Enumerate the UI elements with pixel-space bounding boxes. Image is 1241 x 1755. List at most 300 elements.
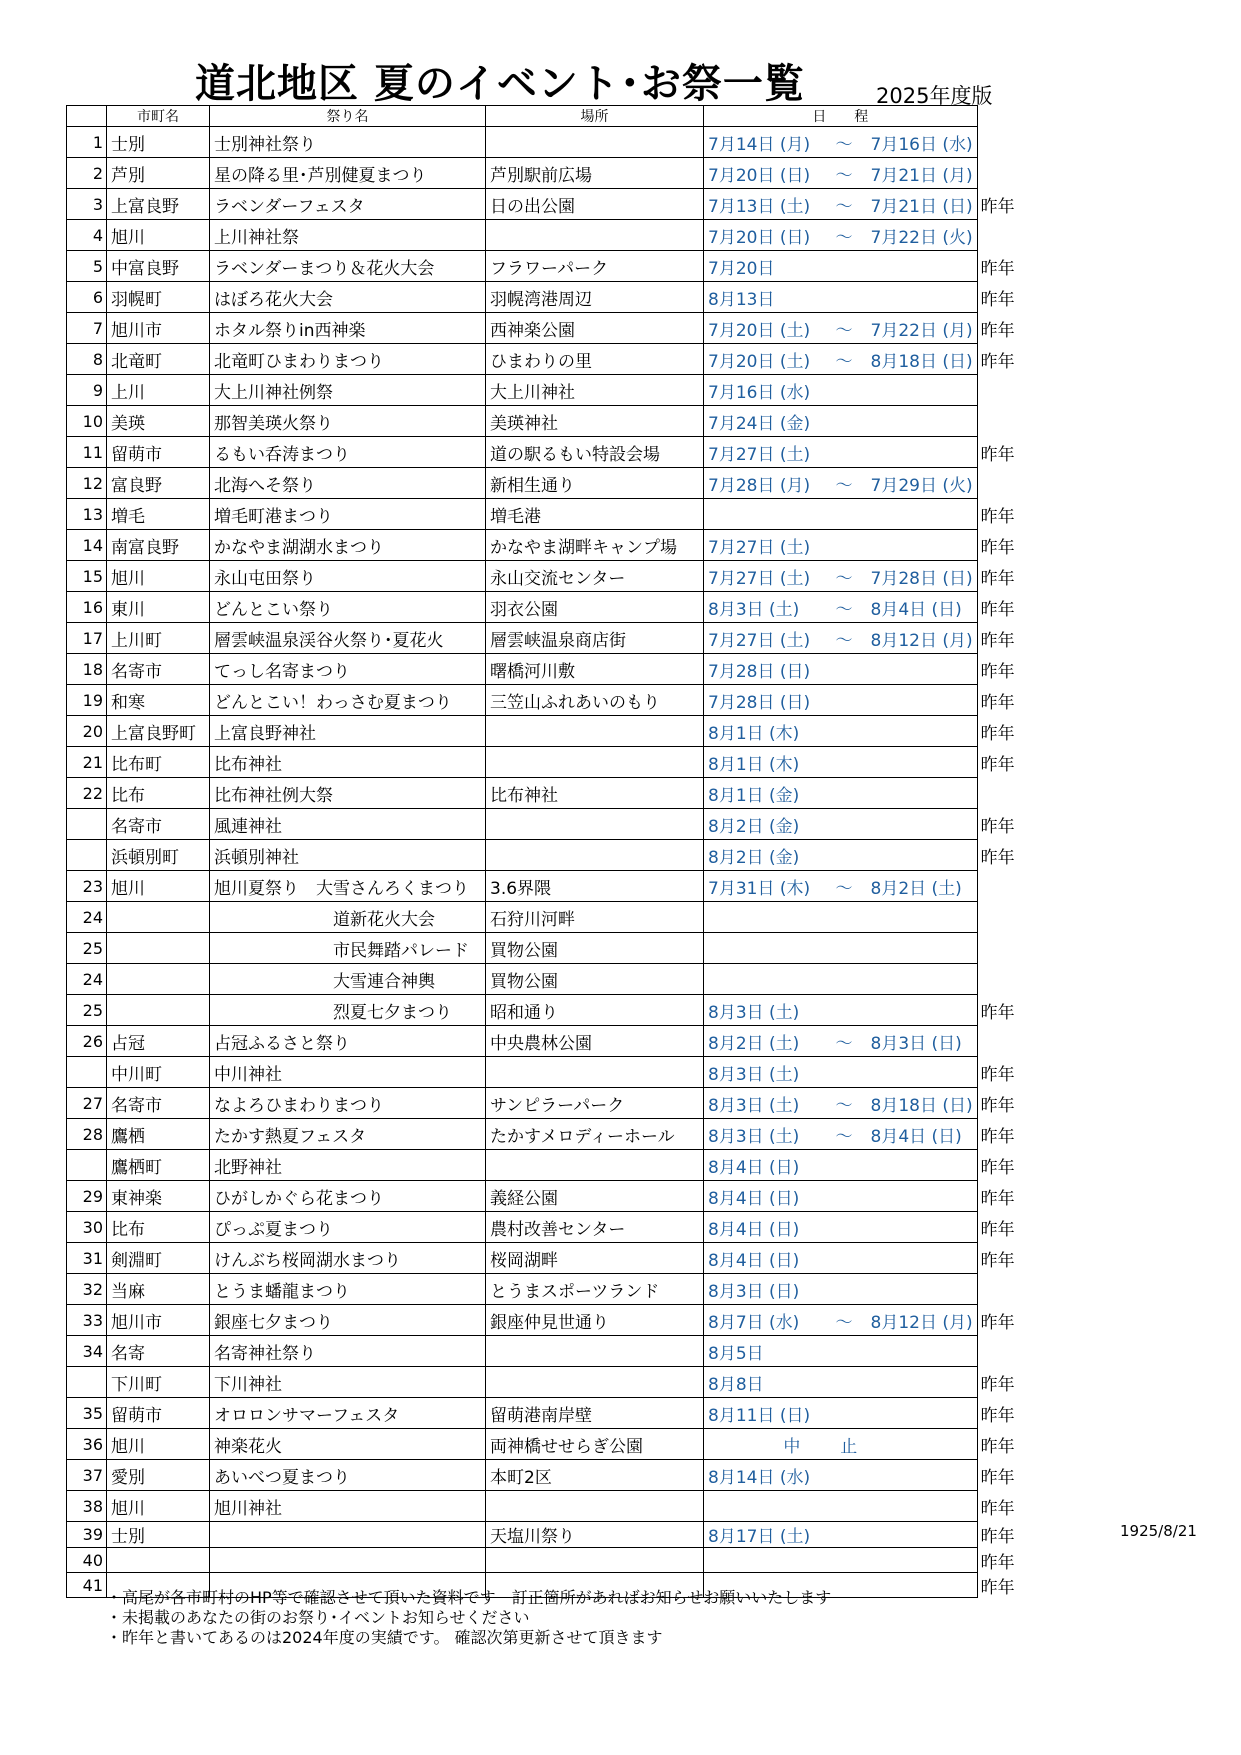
place-cell: たかすメロディーホール (486, 1119, 704, 1150)
row-number: 7 (67, 313, 107, 344)
festival-name-cell: ラベンダーまつり＆花火大会 (210, 251, 486, 282)
table-row (67, 902, 1038, 933)
row-number: 22 (67, 778, 107, 809)
municipality-cell (107, 902, 210, 933)
end-date-cell (867, 1243, 978, 1274)
row-number: 23 (67, 871, 107, 902)
municipality-cell: 中富良野 (107, 251, 210, 282)
start-date-cell: 7月20日 (土) (704, 344, 822, 375)
end-date-cell (867, 1367, 978, 1398)
municipality-cell: 和寒 (107, 685, 210, 716)
municipality-cell (107, 1548, 210, 1573)
table-row (67, 840, 1038, 871)
range-tilde (822, 654, 867, 685)
end-date-cell: 8月2日 (土) (867, 871, 978, 902)
place-cell: 永山交流センター (486, 561, 704, 592)
row-number: 1 (67, 127, 107, 158)
table-row (67, 1336, 1038, 1367)
end-date-cell (867, 1573, 978, 1598)
table-row (67, 251, 1038, 282)
table-row (67, 530, 1038, 561)
range-tilde (822, 1243, 867, 1274)
table-row (67, 995, 1038, 1026)
place-cell: 曙橋河川敷 (486, 654, 704, 685)
municipality-cell: 芦別 (107, 158, 210, 189)
last-year-note: 昨年 (980, 1436, 1015, 1457)
municipality-cell: 旭川 (107, 1429, 210, 1460)
table-row (67, 1274, 1038, 1305)
range-tilde (822, 933, 867, 964)
note-line: ・高尾が各市町村のHP等で確認させて頂いた資料です 訂正箇所があればお知らせお願いいたします (106, 1588, 832, 1607)
range-tilde (822, 995, 867, 1026)
last-year-note: 昨年 (980, 1250, 1015, 1271)
table-row (67, 809, 1038, 840)
municipality-cell: 旭川 (107, 561, 210, 592)
row-number: 18 (67, 654, 107, 685)
row-number: 14 (67, 530, 107, 561)
range-tilde (822, 282, 867, 313)
end-date-cell (867, 685, 978, 716)
end-date-cell (867, 251, 978, 282)
start-date-cell: 7月27日 (土) (704, 530, 822, 561)
festival-name-cell: 占冠ふるさと祭り (210, 1026, 486, 1057)
last-year-note: 昨年 (980, 1095, 1015, 1116)
row-number: 34 (67, 1336, 107, 1367)
start-date-cell: 8月3日 (日) (704, 1274, 822, 1305)
table-row (67, 1460, 1038, 1491)
festival-name-cell: 大雪連合神輿 (210, 964, 486, 995)
festival-name-cell: とうま蟠龍まつり (210, 1274, 486, 1305)
municipality-cell: 鷹栖町 (107, 1150, 210, 1181)
table-header-row (67, 106, 1038, 127)
note-line: ・未掲載のあなたの街のお祭り･イベントお知らせください (106, 1608, 530, 1627)
start-date-cell: 8月17日 (土) (704, 1522, 822, 1548)
row-number: 2 (67, 158, 107, 189)
last-year-note (977, 158, 1037, 189)
start-date-cell: 8月3日 (土) (704, 592, 822, 623)
festival-name-cell: 比布神社 (210, 747, 486, 778)
header-place: 場所 (486, 106, 704, 127)
header-festival: 祭り名 (210, 106, 486, 127)
end-date-cell (867, 964, 978, 995)
last-year-note: 昨年 (980, 1219, 1015, 1240)
end-date-cell (867, 747, 978, 778)
range-tilde: 〜 (822, 158, 867, 189)
municipality-cell: 当麻 (107, 1274, 210, 1305)
last-year-note (977, 127, 1037, 158)
last-year-note: 昨年 (980, 444, 1015, 465)
table-row (67, 1548, 1038, 1573)
place-cell (486, 1491, 704, 1522)
range-tilde (822, 840, 867, 871)
row-number: 31 (67, 1243, 107, 1274)
municipality-cell: 南富良野 (107, 530, 210, 561)
place-cell: 石狩川河畔 (486, 902, 704, 933)
last-year-note: 昨年 (980, 1312, 1015, 1333)
start-date-cell: 8月1日 (木) (704, 747, 822, 778)
row-number: 36 (67, 1429, 107, 1460)
last-year-note (977, 220, 1037, 251)
start-date-cell: 8月4日 (日) (704, 1181, 822, 1212)
last-year-note (977, 375, 1037, 406)
table-row (67, 1367, 1038, 1398)
municipality-cell: 北竜町 (107, 344, 210, 375)
festival-name-cell: どんとこい！わっさむ夏まつり (210, 685, 486, 716)
place-cell: とうまスポーツランド (486, 1274, 704, 1305)
range-tilde: 〜 (822, 189, 867, 220)
municipality-cell: 美瑛 (107, 406, 210, 437)
range-tilde (822, 1150, 867, 1181)
table-row (67, 406, 1038, 437)
row-number: 3 (67, 189, 107, 220)
municipality-cell (107, 964, 210, 995)
municipality-cell: 下川町 (107, 1367, 210, 1398)
festival-name-cell: 増毛町港まつり (210, 499, 486, 530)
row-number: 20 (67, 716, 107, 747)
place-cell: サンピラーパーク (486, 1088, 704, 1119)
last-year-note: 昨年 (980, 816, 1015, 837)
place-cell: 西神楽公園 (486, 313, 704, 344)
municipality-cell: 上川 (107, 375, 210, 406)
range-tilde: 〜 (822, 1119, 867, 1150)
row-number (67, 840, 107, 871)
last-year-note: 昨年 (980, 723, 1015, 744)
last-year-note: 昨年 (980, 351, 1015, 372)
municipality-cell: 上川町 (107, 623, 210, 654)
festival-name-cell: はぼろ花火大会 (210, 282, 486, 313)
festival-name-cell: 中川神社 (210, 1057, 486, 1088)
municipality-cell (107, 933, 210, 964)
range-tilde: 〜 (822, 1305, 867, 1336)
last-year-note: 昨年 (980, 1157, 1015, 1178)
start-date-cell: 8月11日 (日) (704, 1398, 822, 1429)
end-date-cell (867, 1150, 978, 1181)
last-year-note: 昨年 (980, 1126, 1015, 1147)
table-row (67, 344, 1038, 375)
row-number: 39 (67, 1522, 107, 1548)
row-number: 19 (67, 685, 107, 716)
range-tilde (822, 964, 867, 995)
festival-name-cell: たかす熱夏フェスタ (210, 1119, 486, 1150)
end-date-cell: 8月18日 (日) (867, 1088, 978, 1119)
end-date-cell: 7月21日 (日) (867, 189, 978, 220)
festival-name-cell: なよろひまわりまつり (210, 1088, 486, 1119)
end-date-cell (867, 1491, 978, 1522)
place-cell: フラワーパーク (486, 251, 704, 282)
row-number: 16 (67, 592, 107, 623)
end-date-cell: 7月21日 (月) (867, 158, 978, 189)
municipality-cell: 名寄市 (107, 1088, 210, 1119)
festival-name-cell: 浜頓別神社 (210, 840, 486, 871)
table-row (67, 313, 1038, 344)
table-row (67, 468, 1038, 499)
table-row (67, 189, 1038, 220)
table-row (67, 1305, 1038, 1336)
end-date-cell (867, 1522, 978, 1548)
row-number: 24 (67, 964, 107, 995)
table-row (67, 933, 1038, 964)
start-date-cell: 8月3日 (土) (704, 1057, 822, 1088)
festival-name-cell: 層雲峡温泉渓谷火祭り･夏花火 (210, 623, 486, 654)
festival-name-cell: 烈夏七夕まつり (210, 995, 486, 1026)
note-line: ・昨年と書いてあるのは2024年度の実績です。 確認次第更新させて頂きます (106, 1628, 663, 1647)
municipality-cell: 鷹栖 (107, 1119, 210, 1150)
place-cell: 3.6界隈 (486, 871, 704, 902)
festival-name-cell: 比布神社例大祭 (210, 778, 486, 809)
festival-name-cell: 道新花火大会 (210, 902, 486, 933)
festival-name-cell: ぴっぷ夏まつり (210, 1212, 486, 1243)
edition-label: 2025年度版 (876, 84, 993, 108)
table-row (67, 964, 1038, 995)
festival-name-cell: てっし名寄まつり (210, 654, 486, 685)
municipality-cell: 旭川 (107, 1491, 210, 1522)
festival-name-cell: けんぶち桜岡湖水まつり (210, 1243, 486, 1274)
range-tilde (822, 1057, 867, 1088)
festival-name-cell (210, 1522, 486, 1548)
end-date-cell: 7月22日 (月) (867, 313, 978, 344)
end-date-cell (867, 375, 978, 406)
range-tilde: 〜 (822, 127, 867, 158)
municipality-cell: 増毛 (107, 499, 210, 530)
place-cell: 大上川神社 (486, 375, 704, 406)
place-cell (486, 1367, 704, 1398)
range-tilde (822, 1212, 867, 1243)
last-year-note: 昨年 (980, 196, 1015, 217)
municipality-cell: 士別 (107, 1522, 210, 1548)
side-date: 1925/8/21 (1120, 1522, 1197, 1540)
place-cell (486, 1548, 704, 1573)
last-year-note (977, 902, 1037, 933)
festival-name-cell: 銀座七夕まつり (210, 1305, 486, 1336)
end-date-cell (867, 1336, 978, 1367)
start-date-cell (704, 933, 822, 964)
row-number: 33 (67, 1305, 107, 1336)
row-number (67, 1150, 107, 1181)
start-date-cell: 8月7日 (水) (704, 1305, 822, 1336)
row-number: 40 (67, 1548, 107, 1573)
table-row (67, 1150, 1038, 1181)
last-year-note (977, 1026, 1037, 1057)
table-row (67, 871, 1038, 902)
table-row (67, 437, 1038, 468)
row-number: 8 (67, 344, 107, 375)
last-year-note: 昨年 (980, 320, 1015, 341)
table-row (67, 623, 1038, 654)
range-tilde (822, 778, 867, 809)
municipality-cell: 名寄市 (107, 654, 210, 685)
festival-name-cell: 上川神社祭 (210, 220, 486, 251)
start-date-cell: 7月27日 (土) (704, 623, 822, 654)
range-tilde: 〜 (822, 592, 867, 623)
municipality-cell: 旭川 (107, 871, 210, 902)
municipality-cell: 名寄市 (107, 809, 210, 840)
row-number: 17 (67, 623, 107, 654)
end-date-cell: 8月4日 (日) (867, 592, 978, 623)
row-number: 15 (67, 561, 107, 592)
start-date-cell: 7月28日 (日) (704, 685, 822, 716)
end-date-cell (867, 437, 978, 468)
start-date-cell: 7月31日 (木) (704, 871, 822, 902)
range-tilde: 〜 (822, 344, 867, 375)
festival-name-cell: 市民舞踏パレード (210, 933, 486, 964)
start-date-cell: 8月4日 (日) (704, 1243, 822, 1274)
table-row (67, 375, 1038, 406)
festival-name-cell: 旭川神社 (210, 1491, 486, 1522)
table-row (67, 499, 1038, 530)
start-date-cell: 8月2日 (金) (704, 840, 822, 871)
festival-name-cell: 北野神社 (210, 1150, 486, 1181)
table-row (67, 1026, 1038, 1057)
last-year-note (977, 1336, 1037, 1367)
municipality-cell: 富良野 (107, 468, 210, 499)
start-date-cell: 8月13日 (704, 282, 822, 313)
end-date-cell: 7月22日 (火) (867, 220, 978, 251)
place-cell: 芦別駅前広場 (486, 158, 704, 189)
table-row (67, 1088, 1038, 1119)
table-row (67, 1522, 1038, 1548)
municipality-cell: 旭川 (107, 220, 210, 251)
municipality-cell: 東神楽 (107, 1181, 210, 1212)
start-date-cell: 8月5日 (704, 1336, 822, 1367)
last-year-note: 昨年 (980, 754, 1015, 775)
start-date-cell: 7月20日 (704, 251, 822, 282)
festival-name-cell: 名寄神社祭り (210, 1336, 486, 1367)
place-cell (486, 716, 704, 747)
row-number: 24 (67, 902, 107, 933)
end-date-cell (867, 840, 978, 871)
start-date-cell: 8月1日 (木) (704, 716, 822, 747)
end-date-cell (867, 902, 978, 933)
place-cell: 桜岡湖畔 (486, 1243, 704, 1274)
festival-name-cell: 下川神社 (210, 1367, 486, 1398)
range-tilde (822, 1274, 867, 1305)
range-tilde: 〜 (822, 1026, 867, 1057)
last-year-note: 昨年 (980, 1577, 1015, 1598)
place-cell (486, 220, 704, 251)
row-number: 10 (67, 406, 107, 437)
place-cell: 新相生通り (486, 468, 704, 499)
range-tilde: 〜 (822, 871, 867, 902)
start-date-cell: 8月1日 (金) (704, 778, 822, 809)
festival-name-cell (210, 1548, 486, 1573)
end-date-cell (867, 406, 978, 437)
header-no (67, 106, 107, 127)
row-number: 9 (67, 375, 107, 406)
place-cell: 羽幌湾港周辺 (486, 282, 704, 313)
municipality-cell: 占冠 (107, 1026, 210, 1057)
end-date-cell (867, 716, 978, 747)
end-date-cell (867, 1460, 978, 1491)
last-year-note: 昨年 (980, 506, 1015, 527)
place-cell: 三笠山ふれあいのもり (486, 685, 704, 716)
start-date-cell: 8月3日 (土) (704, 1119, 822, 1150)
end-date-cell (867, 995, 978, 1026)
festival-name-cell: 星の降る里･芦別健夏まつり (210, 158, 486, 189)
range-tilde: 〜 (822, 468, 867, 499)
festival-table (66, 105, 1038, 1598)
page-title: 道北地区 夏のイベント･お祭一覧 (195, 61, 805, 107)
festival-name-cell: 士別神社祭り (210, 127, 486, 158)
last-year-note: 昨年 (980, 1527, 1015, 1547)
table-row (67, 592, 1038, 623)
row-number: 6 (67, 282, 107, 313)
last-year-note (977, 468, 1037, 499)
place-cell: 比布神社 (486, 778, 704, 809)
start-date-cell: 8月2日 (土) (704, 1026, 822, 1057)
municipality-cell: 上富良野町 (107, 716, 210, 747)
municipality-cell: 浜頓別町 (107, 840, 210, 871)
end-date-cell: 8月4日 (日) (867, 1119, 978, 1150)
header-municipality: 市町名 (107, 106, 210, 127)
table-row (67, 716, 1038, 747)
row-number: 27 (67, 1088, 107, 1119)
range-tilde: 〜 (822, 623, 867, 654)
last-year-note: 昨年 (980, 1064, 1015, 1085)
place-cell: 買物公園 (486, 933, 704, 964)
range-tilde (822, 375, 867, 406)
place-cell (486, 809, 704, 840)
last-year-note: 昨年 (980, 1467, 1015, 1488)
festival-name-cell: 那智美瑛火祭り (210, 406, 486, 437)
row-number (67, 809, 107, 840)
place-cell (486, 127, 704, 158)
municipality-cell: 留萌市 (107, 1398, 210, 1429)
row-number: 25 (67, 933, 107, 964)
end-date-cell (867, 499, 978, 530)
range-tilde (822, 530, 867, 561)
end-date-cell: 7月16日 (水) (867, 127, 978, 158)
last-year-note (977, 933, 1037, 964)
festival-name-cell: あいべつ夏まつり (210, 1460, 486, 1491)
place-cell: 昭和通り (486, 995, 704, 1026)
start-date-cell (704, 964, 822, 995)
range-tilde (822, 809, 867, 840)
last-year-note: 昨年 (980, 1188, 1015, 1209)
range-tilde (822, 406, 867, 437)
place-cell: 中央農林公園 (486, 1026, 704, 1057)
place-cell (486, 1336, 704, 1367)
place-cell: 日の出公園 (486, 189, 704, 220)
row-number: 21 (67, 747, 107, 778)
row-number: 32 (67, 1274, 107, 1305)
range-tilde (822, 1367, 867, 1398)
municipality-cell: 東川 (107, 592, 210, 623)
range-tilde: 〜 (822, 561, 867, 592)
municipality-cell: 中川町 (107, 1057, 210, 1088)
last-year-note: 昨年 (980, 1552, 1015, 1573)
place-cell: 両神橋せせらぎ公園 (486, 1429, 704, 1460)
municipality-cell: 旭川市 (107, 1305, 210, 1336)
range-tilde: 〜 (822, 313, 867, 344)
festival-name-cell: ラベンダーフェスタ (210, 189, 486, 220)
table-row (67, 685, 1038, 716)
place-cell: 買物公園 (486, 964, 704, 995)
end-date-cell (867, 282, 978, 313)
place-cell: 天塩川祭り (486, 1522, 704, 1548)
row-number: 25 (67, 995, 107, 1026)
row-number: 4 (67, 220, 107, 251)
range-tilde (822, 685, 867, 716)
start-date-cell: 7月16日 (水) (704, 375, 822, 406)
row-number: 38 (67, 1491, 107, 1522)
range-tilde (822, 1522, 867, 1548)
municipality-cell: 剣淵町 (107, 1243, 210, 1274)
end-date-cell (867, 530, 978, 561)
start-date-cell (704, 499, 822, 530)
festival-name-cell: ホタル祭りin西神楽 (210, 313, 486, 344)
municipality-cell: 羽幌町 (107, 282, 210, 313)
municipality-cell: 比布 (107, 778, 210, 809)
